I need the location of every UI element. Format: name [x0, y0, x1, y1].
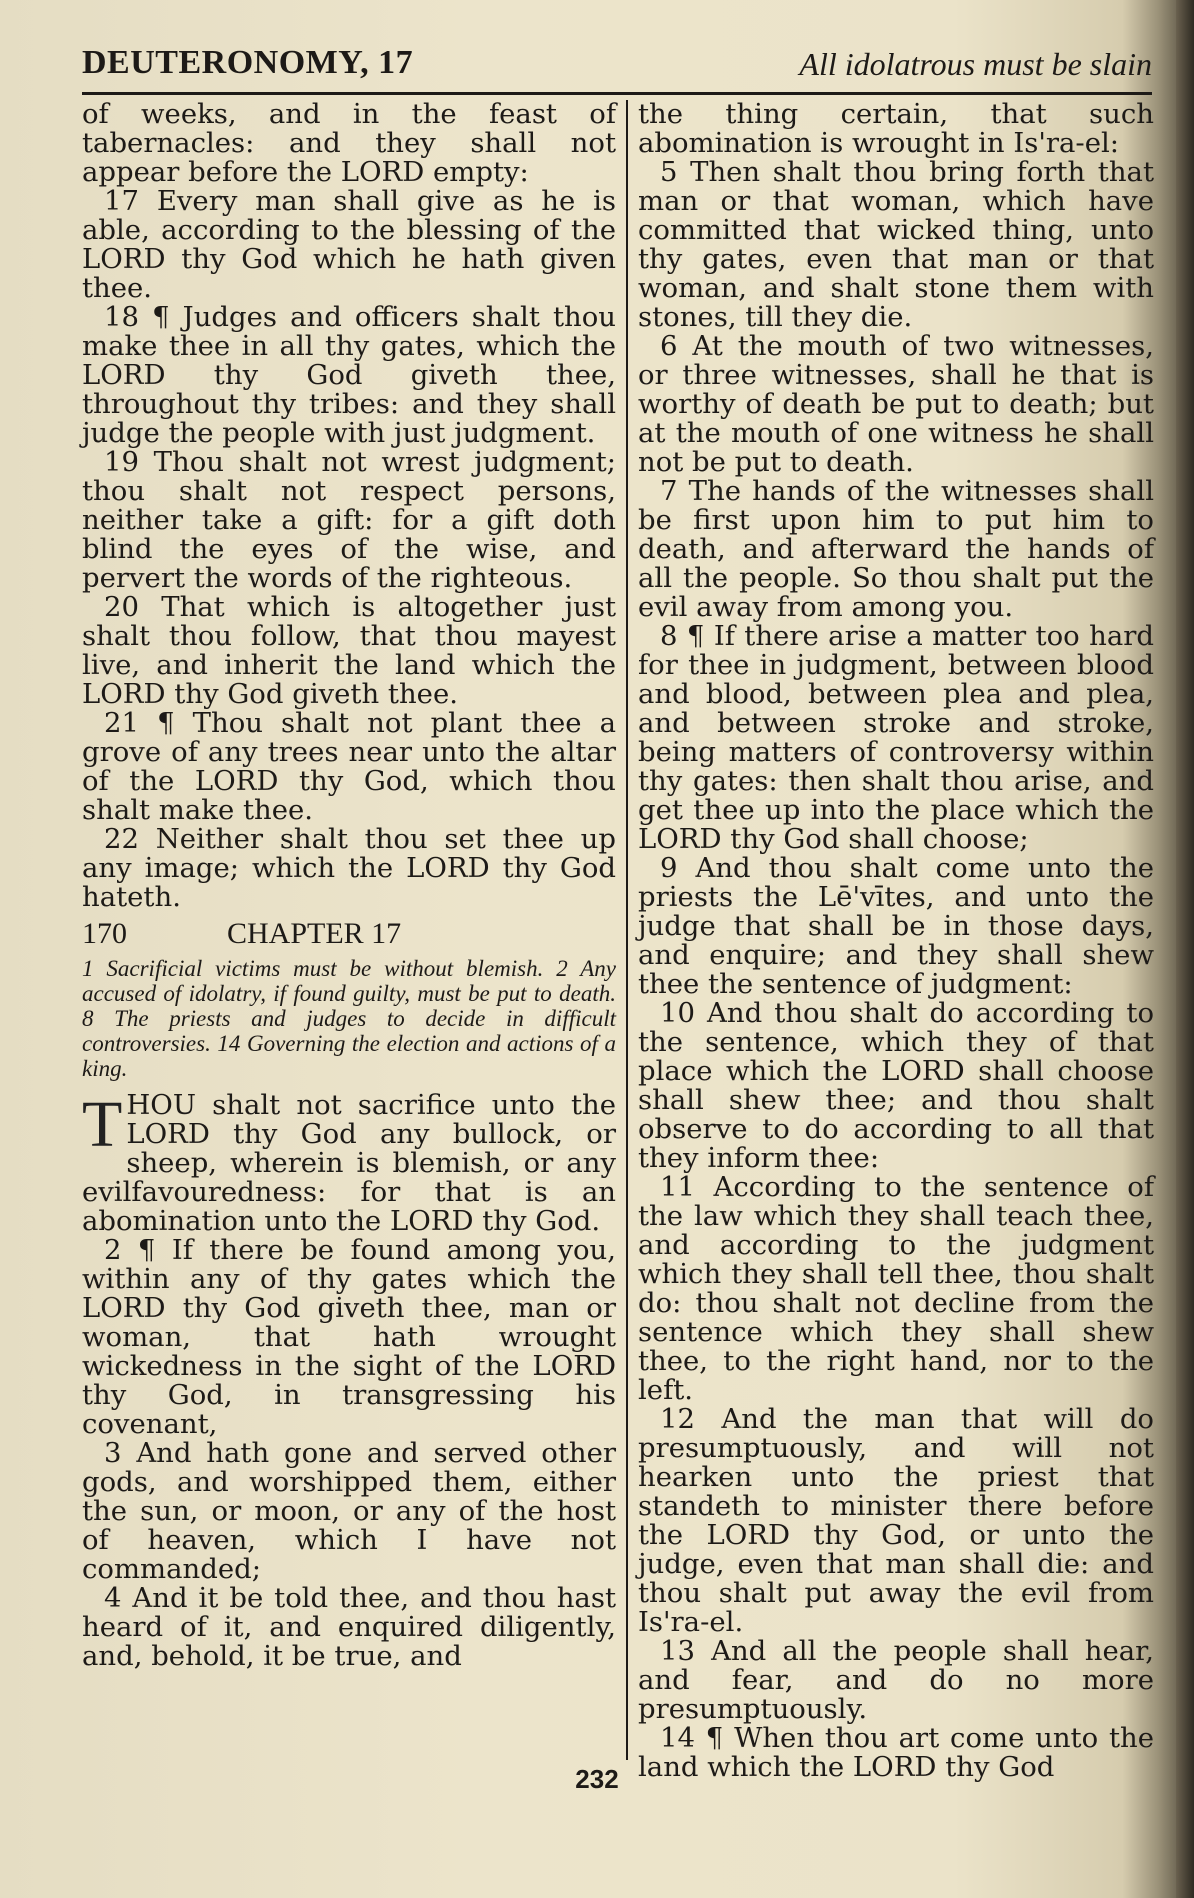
verse-21: 21 ¶ Thou shalt not plant thee a grove of any trees near unto the altar of the LORD thy God, which thou shalt make thee.	[82, 707, 616, 826]
chapter-heading	[82, 916, 616, 952]
running-title: All idolatrous must be slain	[799, 46, 1152, 82]
verse-1	[82, 1088, 616, 1237]
drop-cap: T	[82, 1088, 123, 1161]
right-column	[638, 98, 1154, 1783]
verse-5: 5 Then shalt thou bring forth that man or that woman, which have committed that wicked thing, unto thy gates, even that man or that woman, and shalt stone them with stones, till they die.	[638, 156, 1154, 333]
chapter-summary: 1 Sacrificial victims must be without blemish. 2 Any accused of idolatry, if found guilty, must be put to death. 8 The priests and judges to decide in difficult controversies. 14 Governing the election and actions of a king.	[82, 956, 616, 1081]
verse-17: 17 Every man shall give as he is able, according to the blessing of the LORD thy God which he hath given thee.	[82, 185, 616, 304]
page-edge	[1176, 0, 1194, 1898]
book-chapter-heading: DEUTERONOMY, 17	[82, 44, 414, 81]
page-number: 232	[575, 1764, 619, 1794]
verse-3: 3 And hath gone and served other gods, and worshipped them, either the sun, or moon, or any of the host of heaven, which I have not commanded;	[82, 1437, 616, 1585]
verse-18: 18 ¶ Judges and officers shalt thou make thee in all thy gates, which the LORD thy God giveth thee, throughout thy tribes: and they shall judge the people with just judgment.	[82, 301, 616, 449]
page-header	[82, 42, 1152, 95]
verse-6: 6 At the mouth of two witnesses, or three witnesses, shall he that is worthy of death be put to death; but at the mouth of one witness he shall not be put to death.	[638, 330, 1154, 478]
verse-4: 4 And it be told thee, and thou hast heard of it, and enquired diligently, and, behold, it be true, and	[82, 1582, 616, 1672]
left-column	[82, 100, 616, 1760]
verse-continuation: the thing certain, that such abomination is wrought in Is'ra-el:	[638, 98, 1154, 159]
chapter-title: CHAPTER 17	[227, 917, 402, 950]
column-divider	[626, 100, 628, 1760]
verse-14: 14 ¶ When thou art come unto the land which the LORD thy God	[638, 1722, 1154, 1783]
verse-8: 8 ¶ If there arise a matter too hard for thee in judgment, between blood and blood, between plea and plea, and between stroke and stroke, being matters of controversy within thy gates: then shalt thou arise, and get thee up into the place which the LORD thy God shall choose;	[638, 620, 1154, 855]
verse-22: 22 Neither shalt thou set thee up any image; which the LORD thy God hateth.	[82, 823, 616, 913]
verse-20: 20 That which is altogether just shalt thou follow, that thou mayest live, and inherit the land which the LORD thy God giveth thee.	[82, 591, 616, 710]
verse-10: 10 And thou shalt do according to the sentence, which they of that place which the LORD shall choose shall shew thee; and thou shalt observe to do according to all that they inform thee:	[638, 997, 1154, 1174]
verse-7: 7 The hands of the witnesses shall be first upon him to put him to death, and afterward the hands of all the people. So thou shalt put the evil away from among you.	[638, 475, 1154, 623]
verse-9: 9 And thou shalt come unto the priests the Lē'vītes, and unto the judge that shall be in those days, and enquire; and they shall shew thee the sentence of judgment:	[638, 852, 1154, 1000]
verse-19: 19 Thou shalt not wrest judgment; thou shalt not respect persons, neither take a gift: for a gift doth blind the eyes of the wise, and pervert the words of the righteous.	[82, 446, 616, 594]
verse-1-text: HOU shalt not sacrifice unto the LORD thy God any bullock, or sheep, wherein is blemish, or any evilfavouredness: for that is an abomination unto the LORD thy God.	[82, 1089, 616, 1237]
verse-continuation: of weeks, and in the feast of tabernacles: and they shall not appear before the LORD empty:	[82, 98, 616, 188]
verse-12: 12 And the man that will do presumptuously, and will not hearken unto the priest that standeth to minister there before the LORD thy God, or unto the judge, even that man shall die: and thou shalt put away the evil from Is'ra-el.	[638, 1403, 1154, 1638]
verse-11: 11 According to the sentence of the law which they shall teach thee, and according to the judgment which they shall tell thee, thou shalt do: thou shalt not decline from the sentence which they shall shew thee, to the right hand, nor to the left.	[638, 1171, 1154, 1406]
chapter-number: 170	[82, 917, 127, 950]
verse-2: 2 ¶ If there be found among you, within any of thy gates which the LORD thy God giveth thee, man or woman, that hath wrought wickedness in the sight of the LORD thy God, in transgressing his covenant,	[82, 1234, 616, 1440]
verse-13: 13 And all the people shall hear, and fear, and do no more presumptuously.	[638, 1635, 1154, 1725]
